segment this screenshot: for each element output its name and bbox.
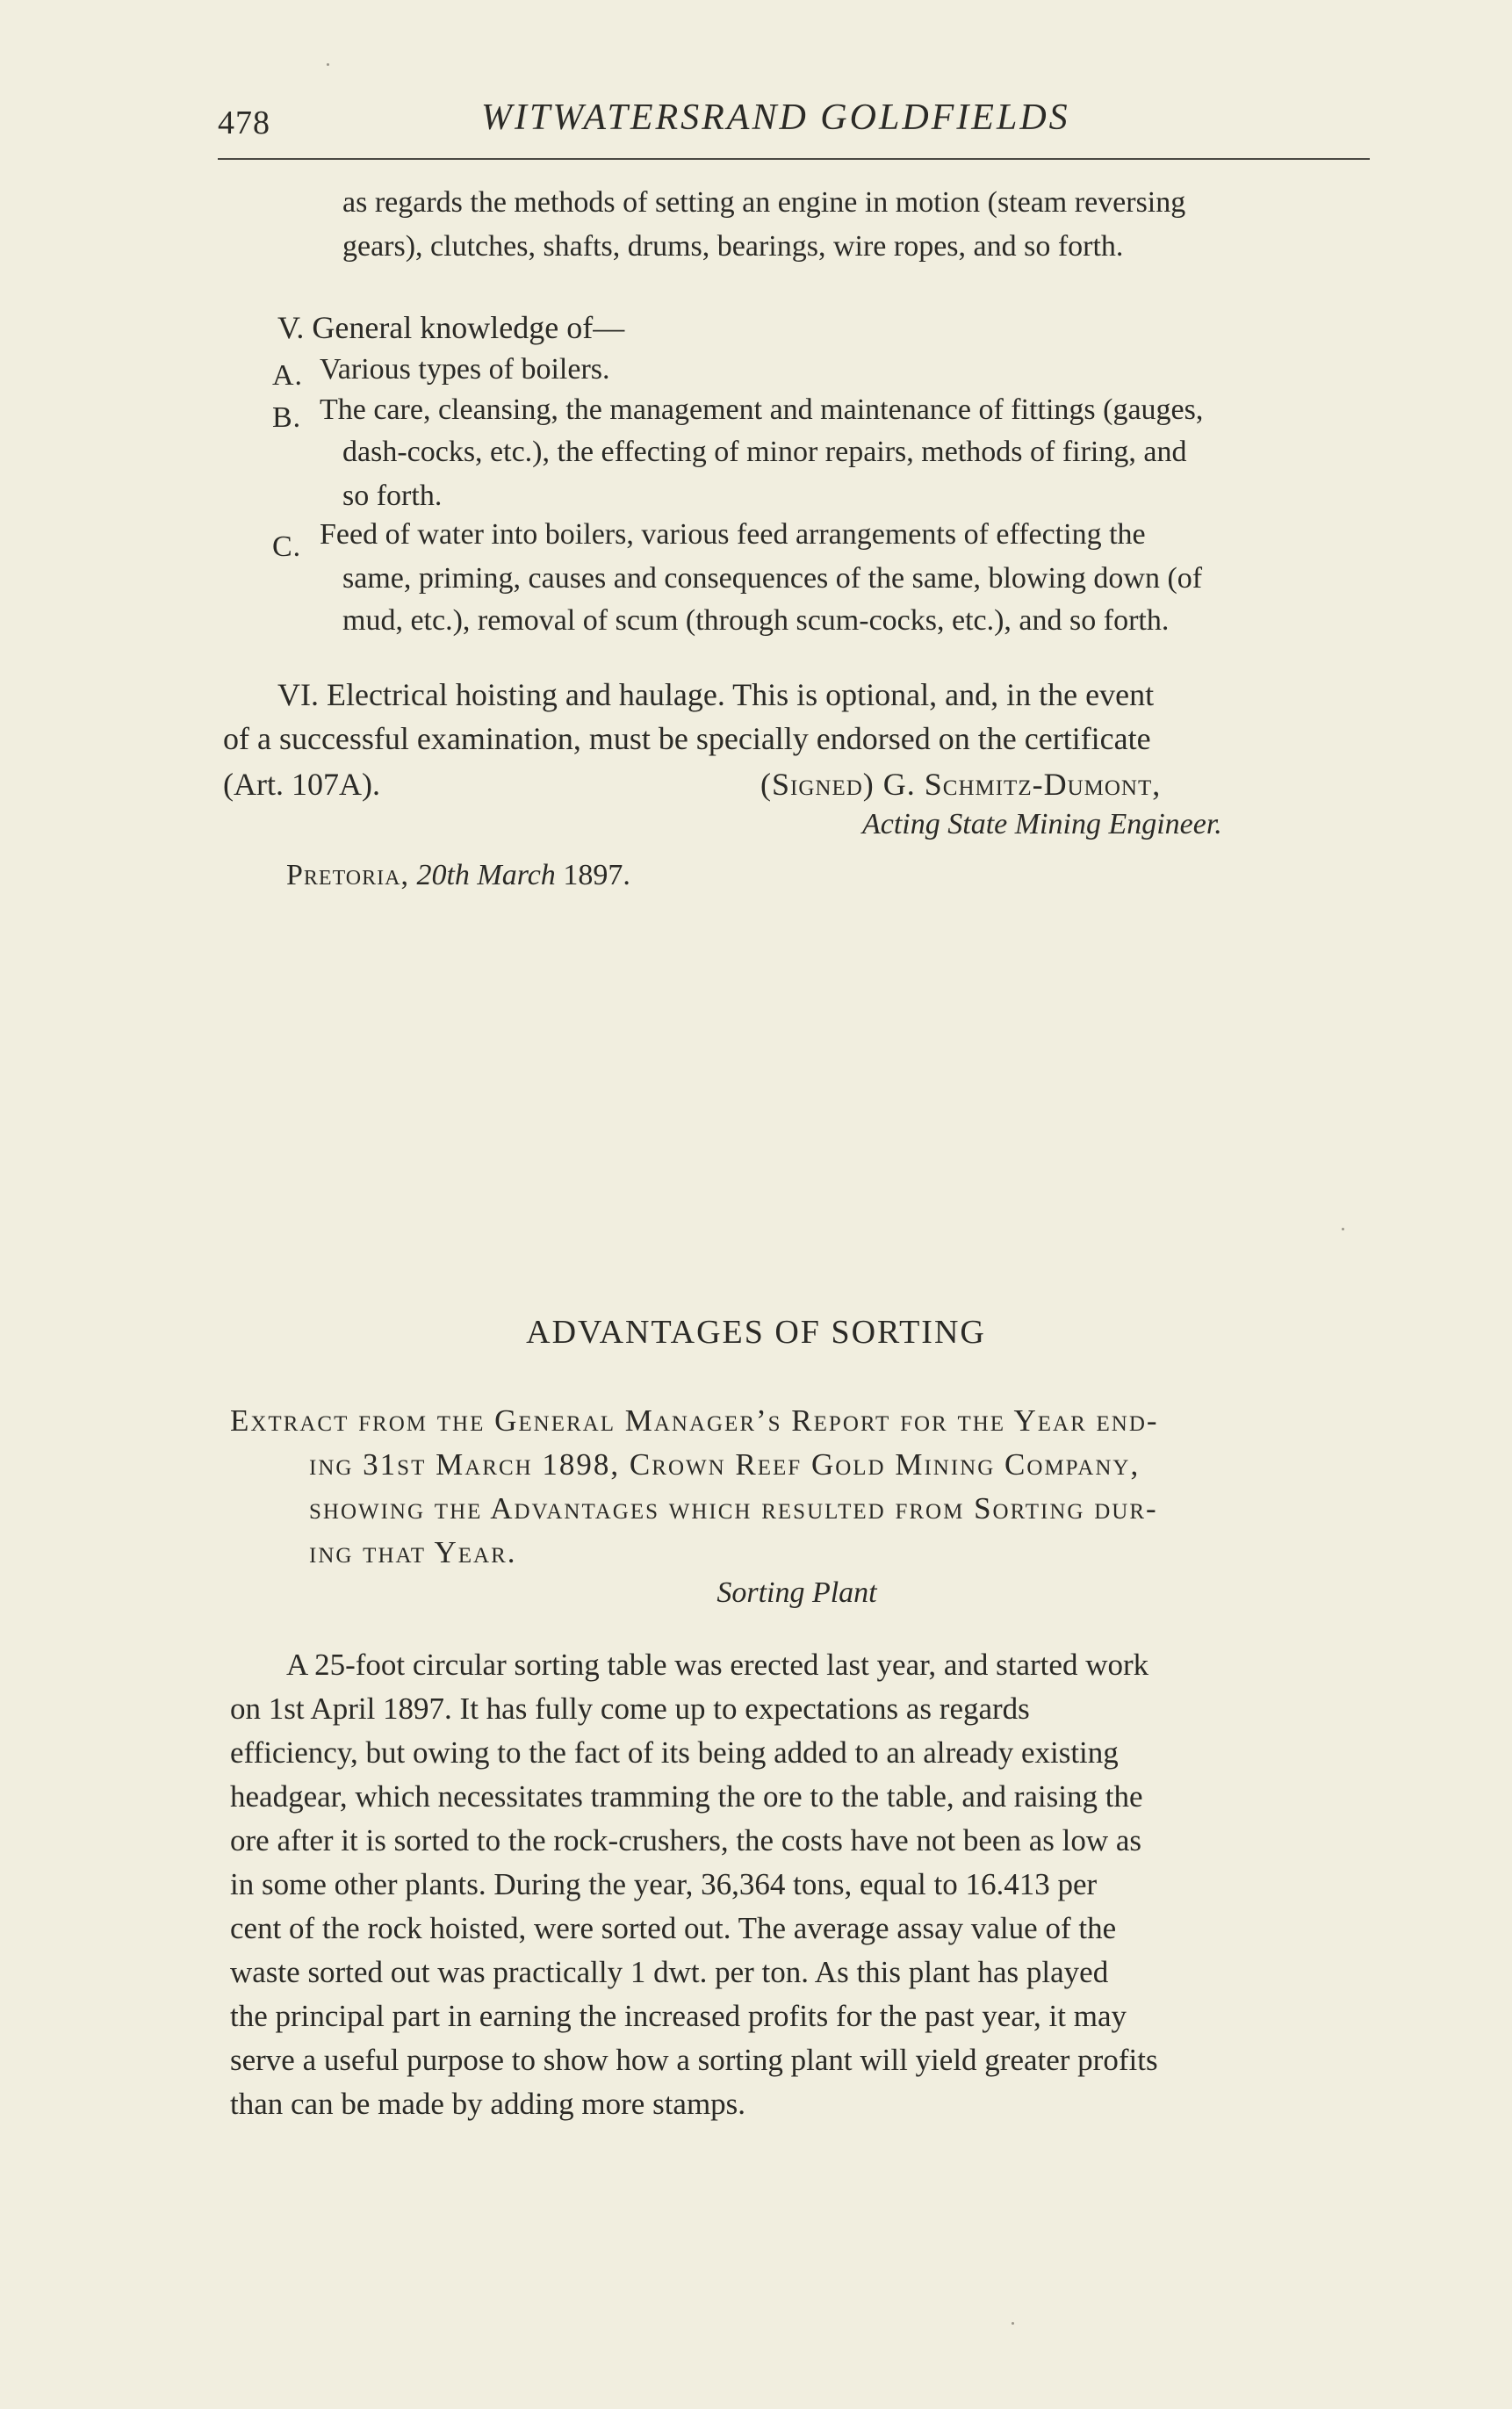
sorting-plant-subheading: Sorting Plant <box>716 1576 877 1609</box>
section-vi-line-2: of a successful examination, must be specially endorsed on the certificate <box>223 721 1151 756</box>
item-b-line-1: The care, cleansing, the management and maintenance of fittings (gauges, <box>320 393 1204 426</box>
continuation-line-2: gears), clutches, shafts, drums, bearings, wire ropes, and so forth. <box>342 230 1124 263</box>
scan-speck <box>1342 1228 1344 1230</box>
scan-speck <box>1012 2322 1014 2325</box>
item-c-line-3: mud, etc.), removal of scum (through scum-cocks, etc.), and so forth. <box>342 604 1170 637</box>
extract-line-2: ing 31st March 1898, Crown Reef Gold Mining Company, <box>309 1447 1141 1482</box>
paragraph-line-9: the principal part in earning the increased profits for the past year, it may <box>230 1999 1127 2033</box>
article-heading: ADVANTAGES OF SORTING <box>526 1314 986 1351</box>
dateline-place: Pretoria, <box>286 859 409 891</box>
scan-speck <box>327 63 329 66</box>
extract-line-4: ing that Year. <box>309 1535 517 1569</box>
paragraph-line-11: than can be made by adding more stamps. <box>230 2087 746 2121</box>
dateline-year: 1897. <box>563 859 630 891</box>
section-vi-line-3: (Art. 107A). <box>223 767 380 802</box>
continuation-line-1 <box>342 186 1370 220</box>
section-v-title: V. General knowledge of— <box>277 310 625 345</box>
paragraph-line-10: serve a useful purpose to show how a sorting plant will yield greater profits <box>230 2043 1158 2077</box>
item-b-line-3: so forth. <box>342 480 443 512</box>
extract-line-1: Extract from the General Manager’s Report for the Year end- <box>230 1403 1159 1438</box>
paragraph-line-6: in some other plants. During the year, 36,364 tons, equal to 16.413 per <box>230 1867 1098 1901</box>
paragraph-line-8: waste sorted out was practically 1 dwt. per ton. As this plant has played <box>230 1955 1109 1989</box>
paragraph-line-2: on 1st April 1897. It has fully come up to expectations as regards <box>230 1691 1030 1726</box>
section-vi-line-1: VI. Electrical hoisting and haulage. This is optional, and, in the event <box>277 677 1155 712</box>
item-b-label: B. <box>272 401 302 434</box>
paragraph-line-4: headgear, which necessitates tramming the ore to the table, and raising the <box>230 1779 1143 1814</box>
signature-title: Acting State Mining Engineer. <box>862 808 1222 840</box>
item-a-text: Various types of boilers. <box>320 353 610 386</box>
paragraph-line-5: ore after it is sorted to the rock-crushers, the costs have not been as low as <box>230 1823 1142 1857</box>
page-number: 478 <box>218 105 270 141</box>
extract-line-3: showing the Advantages which resulted from Sorting dur- <box>309 1491 1158 1525</box>
paragraph-line-7: cent of the rock hoisted, were sorted out. The average assay value of the <box>230 1911 1117 1945</box>
paragraph-line-3: efficiency, but owing to the fact of its being added to an already existing <box>230 1735 1119 1770</box>
item-c-line-2: same, priming, causes and consequences of the same, blowing down (of <box>342 562 1203 595</box>
header-rule <box>218 158 1370 160</box>
signature-line: (Signed) G. Schmitz-Dumont, <box>760 767 1162 802</box>
running-title: WITWATERSRAND GOLDFIELDS <box>481 97 1070 138</box>
paragraph-line-1: A 25-foot circular sorting table was erected last year, and started work <box>286 1648 1149 1682</box>
continuation-text-1: as regards the methods of setting an engine in motion (steam reversing <box>342 186 1186 219</box>
item-b-line-2: dash-cocks, etc.), the effecting of minor repairs, methods of firing, and <box>342 436 1187 468</box>
item-c-label: C. <box>272 530 302 563</box>
dateline-date: 20th March <box>416 859 556 891</box>
item-a-label: A. <box>272 359 304 392</box>
item-c-line-1: Feed of water into boilers, various feed arrangements of effecting the <box>320 518 1146 551</box>
dateline <box>286 859 630 892</box>
